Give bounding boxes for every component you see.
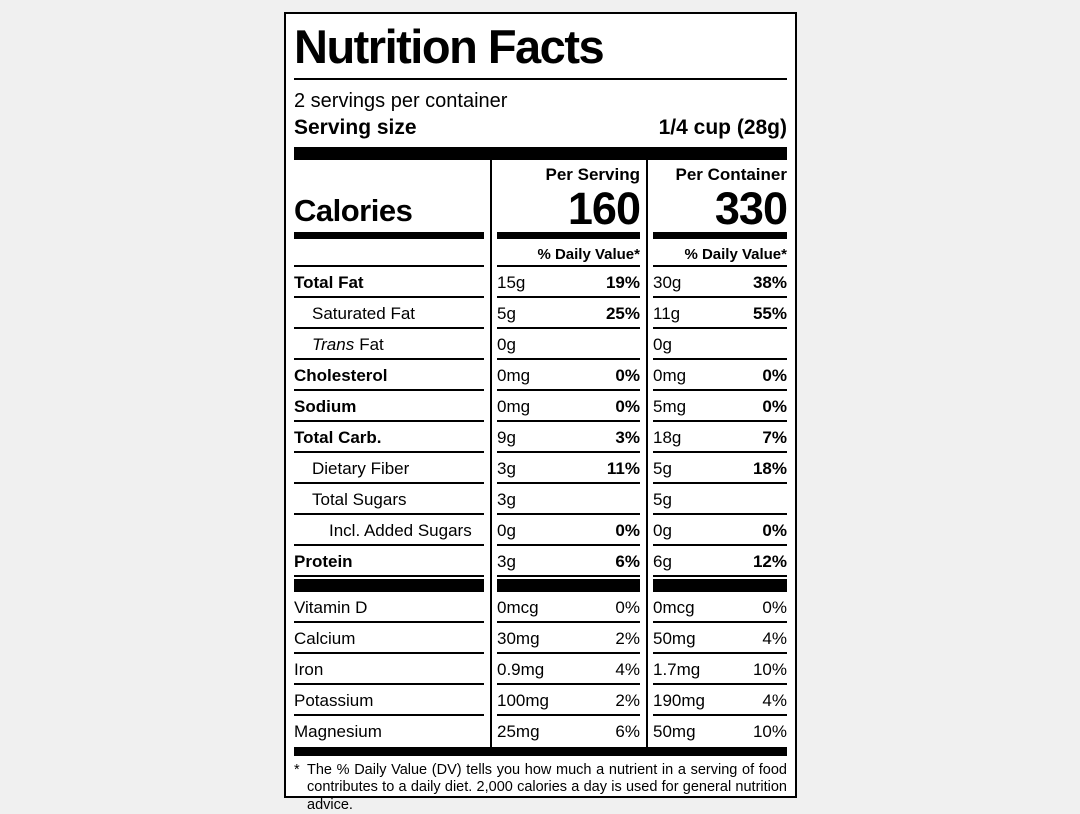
amount-value: 0g (497, 334, 516, 354)
value-cell-serving (497, 267, 640, 298)
amount-value: 6g (653, 551, 672, 571)
nutrient-name: Dietary Fiber (312, 458, 410, 478)
amount-value: 0mg (653, 365, 687, 385)
nutrient-name-cell (294, 360, 484, 391)
value-cell-container (653, 391, 787, 422)
value-cell-serving (497, 453, 640, 484)
nutrient-name: Sodium (294, 396, 357, 416)
value-cell-container (653, 267, 787, 298)
footnote-asterisk: * (294, 761, 300, 778)
amount-value: 50mg (653, 721, 696, 741)
calories-per-serving-value: 160 (567, 182, 640, 234)
nutrient-row-total-carb- (294, 422, 787, 453)
nutrient-name-cell (294, 267, 484, 298)
nutrient-row-saturated-fat (294, 298, 787, 329)
daily-value-percent: 25% (605, 303, 640, 323)
amount-value: 9g (497, 427, 516, 447)
daily-value-percent: 0% (762, 396, 787, 416)
value-cell-container (653, 329, 787, 360)
amount-value: 3g (497, 489, 516, 509)
daily-value-percent: 10% (752, 721, 787, 741)
amount-value: 1.7mg (653, 659, 701, 679)
nutrient-name: Total Sugars (312, 489, 407, 509)
amount-value: 30g (653, 272, 682, 292)
value-cell-serving (497, 716, 640, 747)
amount-value: 3g (497, 551, 516, 571)
amount-value: 50mg (653, 628, 696, 648)
nutrient-row-sodium (294, 391, 787, 422)
nutrient-row-trans-fat (294, 329, 787, 360)
value-cell-serving (497, 685, 640, 716)
value-cell-container (653, 298, 787, 329)
nutrient-name: Protein (294, 551, 353, 571)
amount-value: 11g (653, 303, 681, 323)
amount-value: 190mg (653, 690, 705, 710)
nutrient-name: Total Carb. (294, 427, 382, 447)
calories-row (294, 160, 787, 239)
calories-label: Calories (294, 160, 484, 239)
amount-value: 0.9mg (497, 659, 545, 679)
daily-value-percent: 38% (752, 272, 787, 292)
value-cell-serving (497, 391, 640, 422)
nutrient-name-cell (294, 484, 484, 515)
value-cell-container (653, 623, 787, 654)
nutrient-row-iron (294, 654, 787, 685)
serving-size-row (294, 113, 787, 147)
daily-value-percent: 2% (615, 628, 640, 648)
value-cell-container (653, 685, 787, 716)
nutrient-row-dietary-fiber (294, 453, 787, 484)
nutrition-facts-label (284, 12, 797, 813)
separator-bar-segment (653, 579, 787, 592)
amount-value: 5g (497, 303, 516, 323)
nutrient-name-cell (294, 515, 484, 546)
daily-value-header-spacer (294, 239, 484, 267)
daily-value-percent: 0% (762, 597, 787, 617)
nutrient-table (294, 160, 787, 747)
calories-per-container-value: 330 (714, 182, 787, 234)
daily-value-percent: 18% (752, 458, 787, 478)
value-cell-container (653, 546, 787, 577)
nutrient-name: Total Fat (294, 272, 364, 292)
amount-value: 25mg (497, 721, 540, 741)
value-cell-container (653, 484, 787, 515)
daily-value-percent: 0% (615, 365, 640, 385)
amount-value: 15g (497, 272, 526, 292)
nutrient-name-cell (294, 453, 484, 484)
value-cell-serving (497, 422, 640, 453)
daily-value-percent: 4% (762, 690, 787, 710)
amount-value: 100mg (497, 690, 549, 710)
column-divider-1 (490, 160, 492, 747)
nutrient-name-cell (294, 422, 484, 453)
daily-value-header-container: % Daily Value* (653, 239, 787, 267)
amount-value: 5mg (653, 396, 687, 416)
value-cell-container (653, 716, 787, 747)
footnote (294, 756, 787, 814)
daily-value-percent: 0% (615, 597, 640, 617)
daily-value-percent: 19% (605, 272, 640, 292)
nutrient-name: Magnesium (294, 721, 382, 741)
daily-value-percent: 0% (762, 520, 787, 540)
amount-value: 0mg (497, 365, 531, 385)
nutrient-name: Saturated Fat (312, 303, 416, 323)
daily-value-percent: 10% (752, 659, 787, 679)
nutrient-name: Fat (359, 334, 384, 354)
footnote-separator-bar (294, 747, 787, 756)
value-cell-container (653, 654, 787, 685)
per-container-header: Per Container (675, 164, 787, 184)
daily-value-percent: 0% (762, 365, 787, 385)
value-cell-serving (497, 329, 640, 360)
daily-value-percent: 6% (615, 721, 640, 741)
daily-value-percent: 7% (762, 427, 787, 447)
nutrient-name-cell (294, 716, 484, 747)
value-cell-serving (497, 515, 640, 546)
daily-value-percent: 0% (615, 520, 640, 540)
amount-value: 5g (653, 489, 672, 509)
nutrient-name-cell (294, 298, 484, 329)
daily-value-percent: 55% (752, 303, 787, 323)
label-title: Nutrition Facts (294, 14, 787, 80)
amount-value: 30mg (497, 628, 540, 648)
amount-value: 0mg (497, 396, 531, 416)
calories-per-serving-cell (497, 160, 640, 239)
header-separator-bar (294, 147, 787, 160)
nutrient-name: Calcium (294, 628, 356, 648)
daily-value-header-serving: % Daily Value* (497, 239, 640, 267)
value-cell-serving (497, 484, 640, 515)
value-cell-container (653, 592, 787, 623)
column-divider-2 (646, 160, 648, 747)
nutrient-name-cell (294, 654, 484, 685)
amount-value: 0mcg (653, 597, 695, 617)
amount-value: 0g (653, 334, 672, 354)
amount-value: 0mcg (497, 597, 539, 617)
daily-value-percent: 3% (615, 427, 640, 447)
nutrient-name: Cholesterol (294, 365, 388, 385)
nutrient-rows-section (294, 267, 787, 592)
nutrient-name: Iron (294, 659, 324, 679)
daily-value-percent: 12% (752, 551, 787, 571)
nutrient-row-potassium (294, 685, 787, 716)
amount-value: 3g (497, 458, 516, 478)
serving-size-label: Serving size (294, 115, 417, 139)
vitamin-rows-section (294, 592, 787, 747)
daily-value-header-row (294, 239, 787, 267)
value-cell-serving (497, 623, 640, 654)
value-cell-serving (497, 298, 640, 329)
servings-per-container: 2 servings per container (294, 89, 508, 112)
value-cell-container (653, 360, 787, 391)
amount-value: 5g (653, 458, 672, 478)
nutrient-row-total-fat (294, 267, 787, 298)
daily-value-percent: 6% (615, 551, 640, 571)
nutrient-name: Potassium (294, 690, 374, 710)
serving-size-value: 1/4 cup (28g) (658, 115, 787, 139)
nutrient-row-calcium (294, 623, 787, 654)
nutrient-name-cell (294, 546, 484, 577)
protein-separator-bar (294, 579, 787, 592)
separator-bar-segment (294, 579, 484, 592)
daily-value-percent: 4% (615, 659, 640, 679)
value-cell-serving (497, 546, 640, 577)
amount-value: 0g (653, 520, 672, 540)
nutrient-name: Incl. Added Sugars (329, 520, 472, 540)
nutrient-row-protein (294, 546, 787, 577)
nutrient-row-magnesium (294, 716, 787, 747)
daily-value-percent: 4% (762, 628, 787, 648)
value-cell-serving (497, 654, 640, 685)
separator-bar-segment (497, 579, 640, 592)
nutrient-row-total-sugars (294, 484, 787, 515)
nutrient-name-cell (294, 329, 484, 360)
nutrient-name-cell (294, 685, 484, 716)
per-serving-header: Per Serving (545, 164, 640, 184)
nutrient-name-italic: Trans (312, 334, 355, 354)
amount-value: 18g (653, 427, 682, 447)
daily-value-percent: 11% (606, 458, 640, 478)
value-cell-serving (497, 592, 640, 623)
nutrient-name-cell (294, 623, 484, 654)
nutrient-row-vitamin-d (294, 592, 787, 623)
footnote-text: The % Daily Value (DV) tells you how much a nutrient in a serving of food contributes to a daily diet. 2,000 calories a day is used for general nutrition advice. (307, 761, 787, 813)
value-cell-container (653, 422, 787, 453)
amount-value: 0g (497, 520, 516, 540)
calories-per-container-cell (653, 160, 787, 239)
nutrient-name: Vitamin D (294, 597, 368, 617)
value-cell-container (653, 453, 787, 484)
value-cell-serving (497, 360, 640, 391)
nutrient-name-cell (294, 592, 484, 623)
nutrient-name-cell (294, 391, 484, 422)
nutrient-row-cholesterol (294, 360, 787, 391)
nutrient-row-incl-added-sugars (294, 515, 787, 546)
value-cell-container (653, 515, 787, 546)
daily-value-percent: 2% (615, 690, 640, 710)
daily-value-percent: 0% (615, 396, 640, 416)
